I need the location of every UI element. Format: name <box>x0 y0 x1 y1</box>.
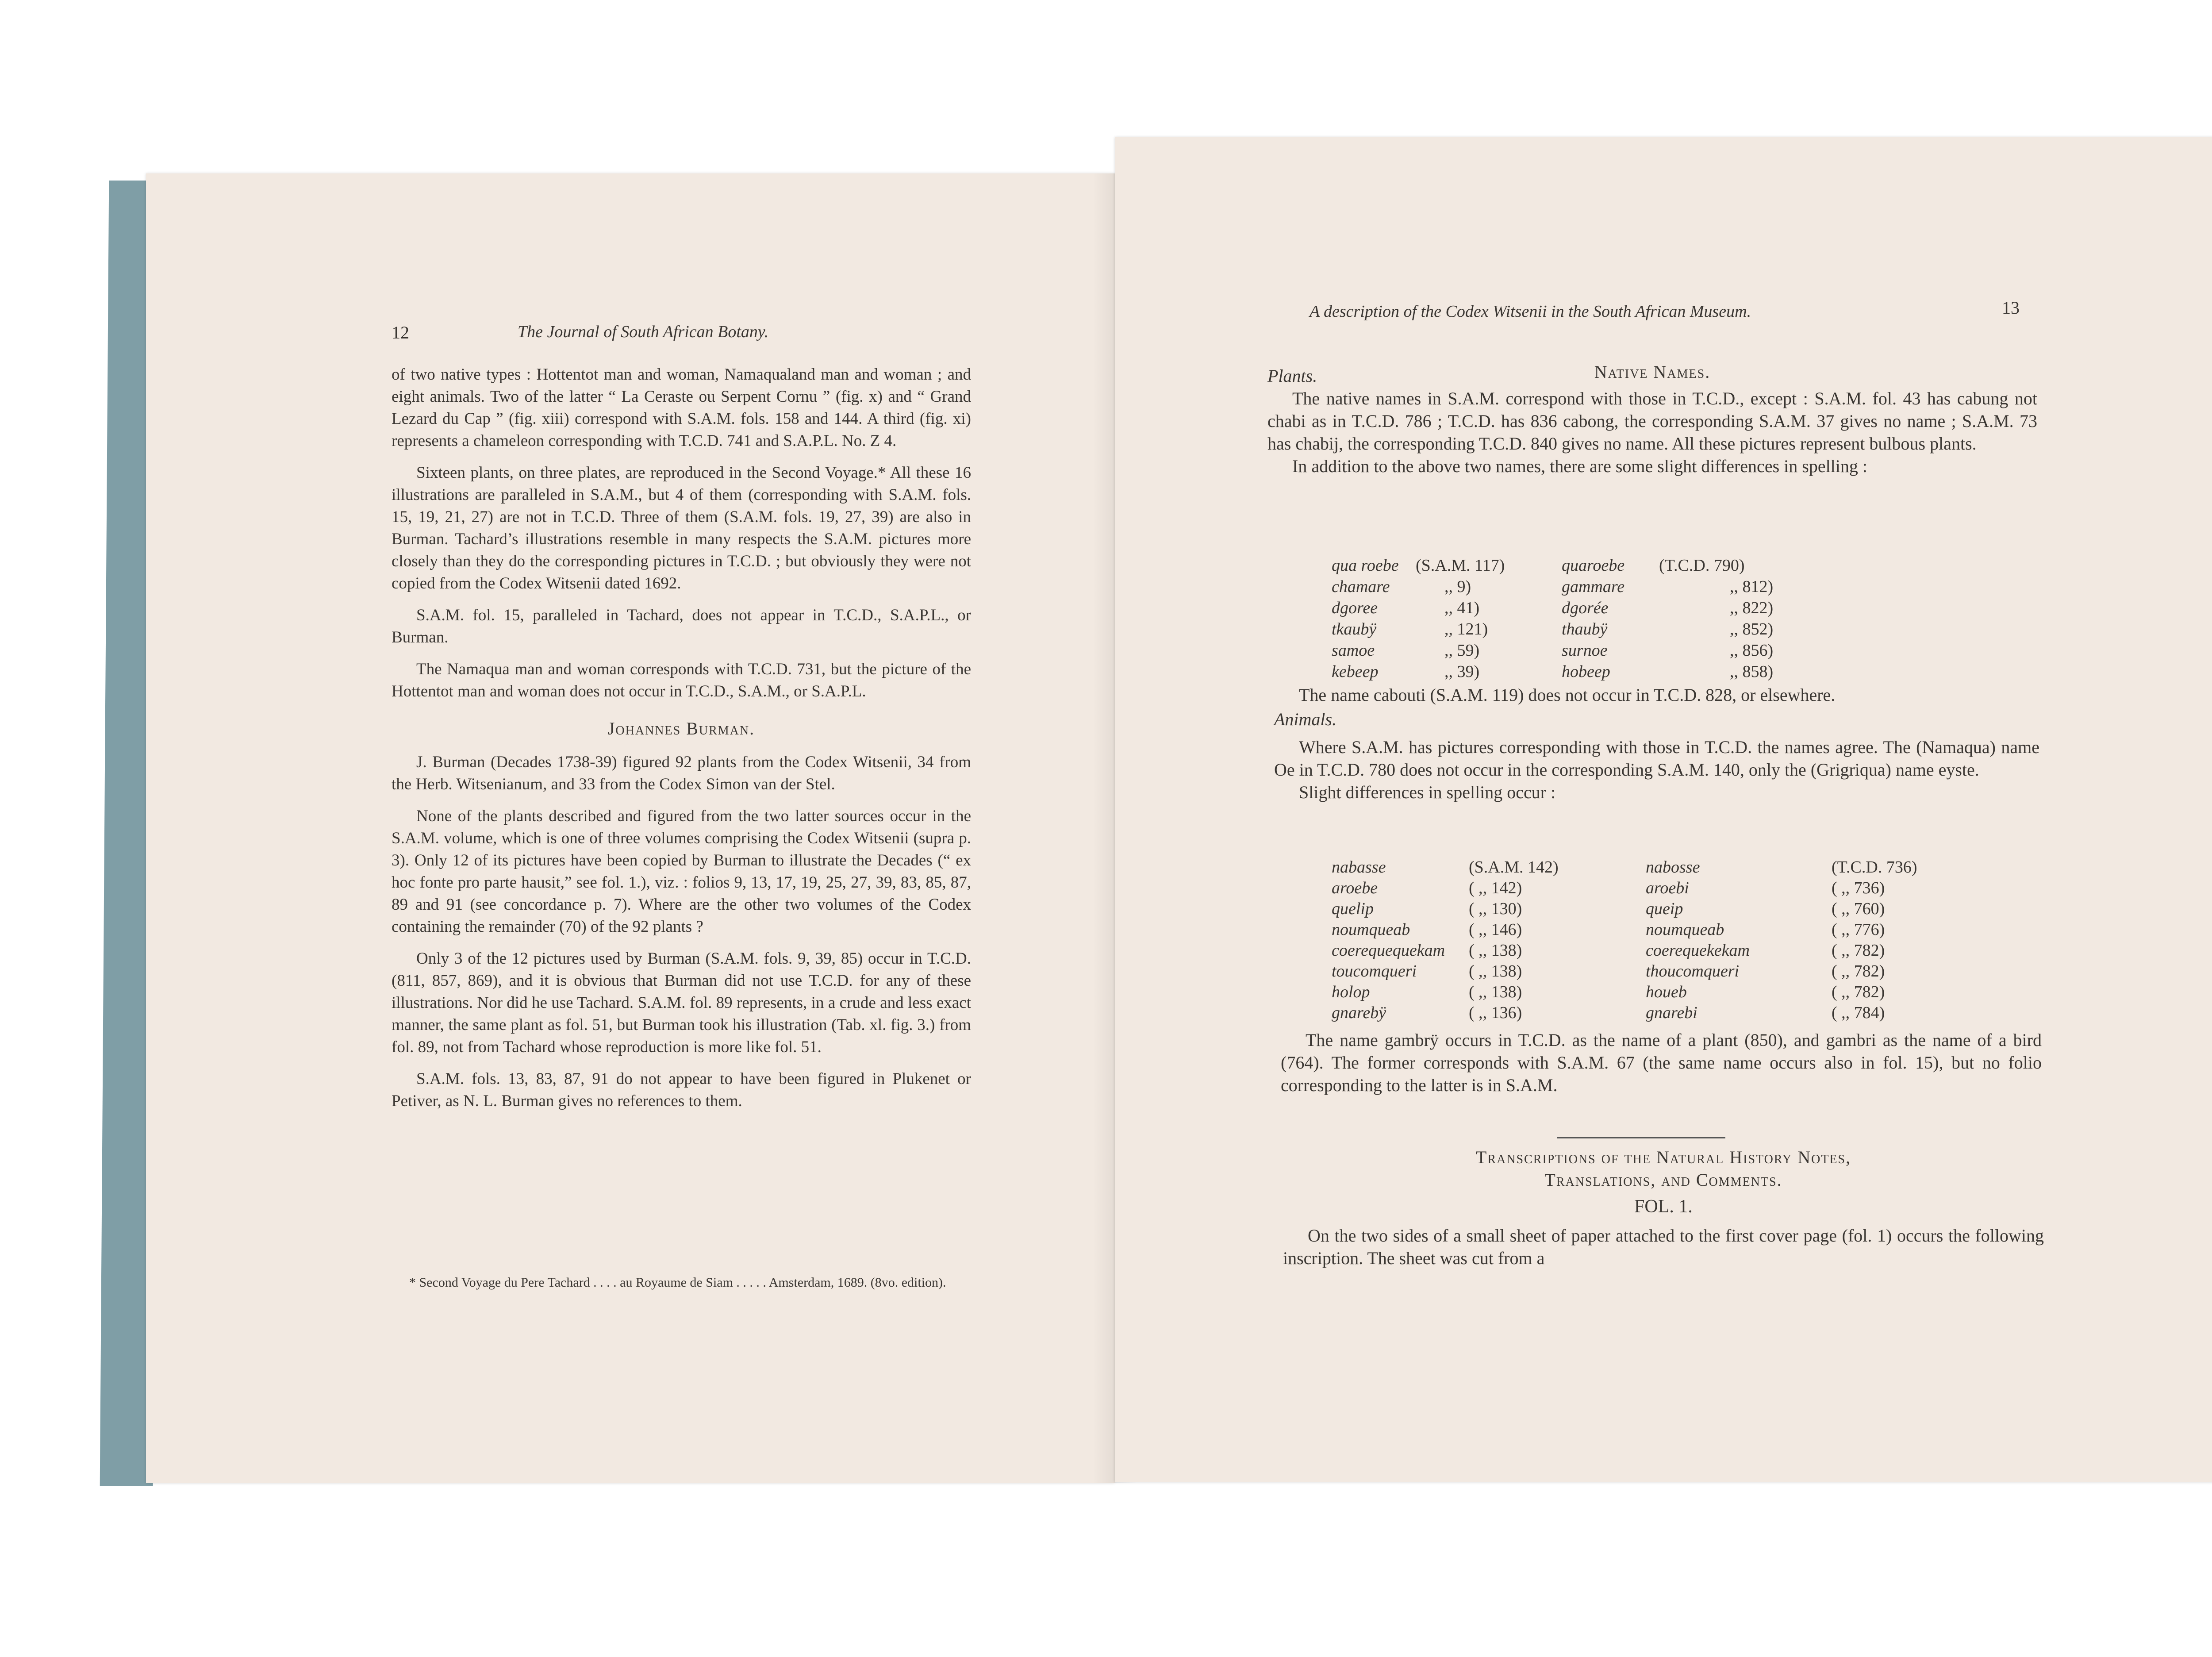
transcriptions-heading: Transcriptions of the Natural History Notes, <box>1475 1147 1851 1167</box>
subheading-plants: Plants. <box>1267 366 1317 386</box>
paragraph: S.A.M. fols. 13, 83, 87, 91 do not appear to have been figured in Plukenet or Petiver, as N. L. Burman gives no references to them. <box>392 1070 971 1110</box>
right-page-number: 13 <box>2002 298 2020 318</box>
right-body-middle <box>1274 684 2039 804</box>
paragraph: Sixteen plants, on three plates, are reproduced in the Second Voyage.* All these 16 illustrations are paralleled in S.A.M., but 4 of them (corresponding with S.A.M. fols. 15, 19, 21, 27) are not in T.C.D. Three of them (S.A.M. fols. 19, 27, 39) are also in Burman. Tachard’s illustrations resemble in many respects the S.A.M. pictures more closely than they do the corresponding pictures in T.C.D. ; but obviously they were not copied from the Codex Witsenii dated 1692. <box>392 464 971 592</box>
section-heading: Johannes Burman. <box>607 719 755 738</box>
section-heading: Native Names. <box>1594 362 1711 382</box>
paragraph: On the two sides of a small sheet of paper attached to the first cover page (fol. 1) occurs the following inscription. The sheet was cut from a <box>1283 1226 2044 1268</box>
left-page-number: 12 <box>392 323 409 342</box>
paragraph: J. Burman (Decades 1738-39) figured 92 plants from the Codex Witsenii, 34 from the Herb. Witsenianum, and 33 from the Codex Simon van der Stel. <box>392 753 971 793</box>
paragraph: of two native types : Hottentot man and woman, Namaqualand man and woman ; and eight animals. Two of the latter “ La Ceraste ou Serpent Cornu ” (fig. x) and “ Grand Lezard du Cap ” (fig. xiii) correspond with S.A.M. fols. 158 and 144. A third (fig. xi) represents a chameleon corresponding with T.C.D. 741 and S.A.P.L. No. Z 4. <box>392 365 971 450</box>
paragraph: The name gambrÿ occurs in T.C.D. as the name of a plant (850), and gambri as the name of a bird (764). The former corresponds with S.A.M. 67 (the same name occurs also in fol. 15), but no folio corresponding to the latter is in S.A.M. <box>1281 1030 2042 1095</box>
left-body-top <box>392 364 971 1122</box>
paragraph: None of the plants described and figured from the two latter sources occur in the S.A.M. volume, which is one of three volumes comprising the Codex Witsenii (supra p. 3). Only 12 of its pictures have been copied by Burman to illustrate the Decades (“ ex hoc fonte pro parte hausit,” see fol. 1.), viz. : folios 9, 13, 17, 19, 25, 27, 39, 83, 85, 87, 89 and 91 (see concordance p. 7). Where are the other two volumes of the Codex containing the remainder (70) of the 92 plants ? <box>392 807 971 936</box>
paragraph: The Namaqua man and woman corresponds with T.C.D. 731, but the picture of the Hottentot man and woman does not occur in T.C.D., S.A.M., or S.A.P.L. <box>392 660 971 700</box>
fol-heading: FOL. 1. <box>1634 1196 1693 1217</box>
right-running-header: A description of the Codex Witsenii in the South African Museum. <box>1310 302 1751 321</box>
left-running-header: The Journal of South African Botany. <box>518 323 769 341</box>
paragraph: In addition to the above two names, there are some slight differences in spelling : <box>1292 456 1868 476</box>
right-body-end <box>1283 1146 2044 1269</box>
paragraph: The name cabouti (S.A.M. 119) does not occur in T.C.D. 828, or elsewhere. <box>1299 685 1836 705</box>
section-rule <box>1557 1137 1725 1138</box>
right-body-top <box>1267 361 2037 477</box>
paragraph: The native names in S.A.M. correspond with those in T.C.D., except : S.A.M. fol. 43 has cabung not chabi as in T.C.D. 786 ; T.C.D. has 836 cabong, the corresponding S.A.M. 37 gives no name ; S.A.M. 73 has chabij, the corresponding T.C.D. 840 gives no name. All these pictures represent bulbous plants. <box>1267 388 2037 454</box>
right-page <box>1115 137 2212 1482</box>
transcriptions-heading: Translations, and Comments. <box>1544 1170 1782 1190</box>
paragraph: Where S.A.M. has pictures corresponding with those in T.C.D. the names agree. The (Namaqua) name Oe in T.C.D. 780 does not occur in the corresponding S.A.M. 140, only the (Grigriqua) name eyste. <box>1274 737 2039 780</box>
subheading-animals: Animals. <box>1274 709 1337 729</box>
footnote: * Second Voyage du Pere Tachard . . . . au Royaume de Siam . . . . . Amsterdam, 1689. (8vo. edition). <box>409 1275 946 1290</box>
paragraph: Only 3 of the 12 pictures used by Burman (S.A.M. fols. 9, 39, 85) occur in T.C.D. (811, 857, 869), and it is obvious that Burman did not use T.C.D. for any of these illustrations. Nor did he use Tachard. S.A.M. fol. 89 represents, in a crude and less exact manner, the same plant as fol. 51, but Burman took his illustration (Tab. xl. fig. 3.) from fol. 89, not from Tachard whose reproduction is more like fol. 51. <box>392 950 971 1056</box>
right-body-bottom <box>1281 1029 2042 1096</box>
paragraph: S.A.M. fol. 15, paralleled in Tachard, does not appear in T.C.D., S.A.P.L., or Burman. <box>392 606 971 646</box>
paragraph: Slight differences in spelling occur : <box>1299 782 1556 802</box>
